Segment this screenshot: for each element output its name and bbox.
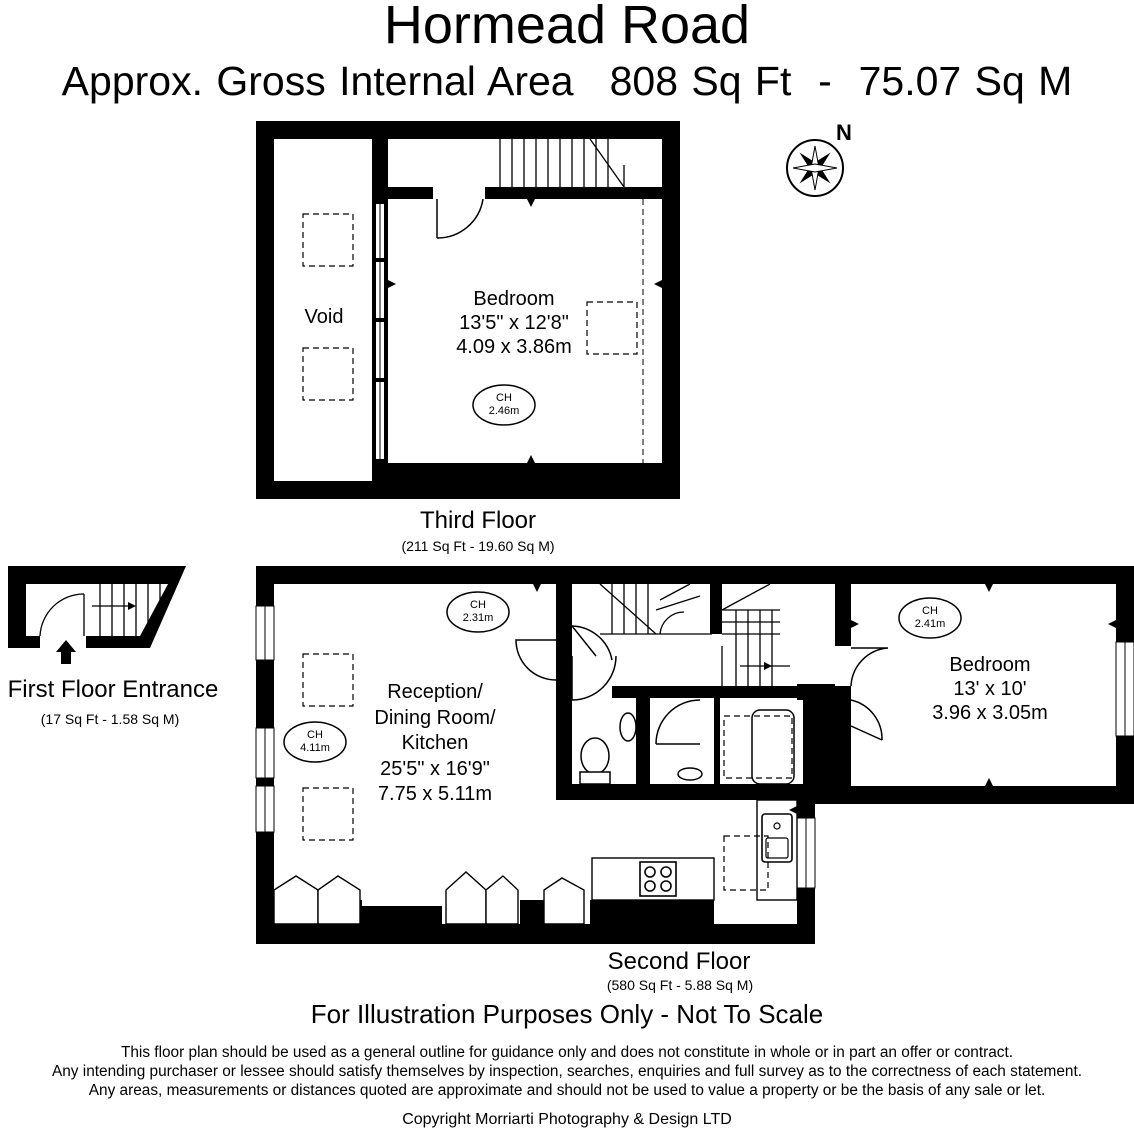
third-floor-bedroom-imperial: 13'5" x 12'8" — [459, 312, 569, 334]
third-floor-label: Third Floor — [419, 507, 537, 534]
third-floor-bedroom-name: Bedroom — [473, 288, 555, 310]
ceiling-height-prefix: CH — [470, 599, 486, 611]
copyright: Copyright Morriarti Photography & Design LTD — [402, 1111, 732, 1128]
compass-rose-icon — [787, 140, 843, 196]
toilet-icon — [581, 738, 609, 774]
second-floor-label: Second Floor — [607, 948, 751, 975]
second-floor-bedroom-name: Bedroom — [949, 654, 1031, 676]
entrance-arrow-icon — [56, 640, 76, 664]
first-floor-entrance-area: (17 Sq Ft - 1.58 Sq M) — [40, 711, 180, 727]
disclaimer-line-2: Any intending purchaser or lessee should satisfy themselves by inspection, searches, enquiries and full survey as to the correctness of each statement. — [51, 1063, 1082, 1080]
reception-metric: 7.75 x 5.11m — [377, 783, 493, 805]
first-floor-entrance-plan — [8, 566, 186, 664]
reception-imperial: 25'5" x 16'9" — [380, 757, 490, 780]
basin-icon — [620, 713, 636, 741]
compass-north-label: N — [836, 120, 852, 145]
ceiling-height-value: 2.46m — [488, 405, 520, 417]
first-floor-entrance-label: First Floor Entrance — [7, 676, 219, 703]
reception-ceiling-height-left — [285, 729, 345, 755]
ceiling-height-prefix: CH — [922, 605, 938, 617]
page-title: Hormead Road — [383, 0, 751, 55]
gross-area-sqm: 75.07 Sq M — [858, 58, 1073, 104]
second-floor-bedroom-metric: 3.96 x 3.05m — [932, 702, 1048, 724]
void-label: Void — [304, 306, 344, 328]
second-floor-bedroom-label — [890, 653, 1090, 725]
disclaimer-line-1: This floor plan should be used as a general outline for guidance only and does not constitute in whole or in part an offer or contract. — [120, 1044, 1014, 1061]
third-floor-area: (211 Sq Ft - 19.60 Sq M) — [401, 538, 555, 554]
reception-line-2: Dining Room/ — [374, 706, 496, 729]
reception-line-1: Reception/ — [387, 681, 483, 703]
gross-area-sqft: 808 Sq Ft — [609, 58, 792, 104]
reception-ceiling-height-top — [448, 599, 508, 625]
ceiling-height-prefix: CH — [496, 392, 512, 404]
bathtub-icon — [752, 710, 794, 784]
ceiling-height-value: 4.11m — [300, 742, 330, 754]
bedroom-ceiling-height — [900, 605, 960, 631]
disclaimer-line-3: Any areas, measurements or distances quoted are approximate and should not be used to value a property or be the basis of any sale or let. — [88, 1082, 1046, 1099]
third-floor-bedroom-metric: 4.09 x 3.86m — [456, 336, 572, 358]
ceiling-height-prefix: CH — [307, 729, 323, 741]
reception-line-3: Kitchen — [401, 732, 469, 754]
second-floor-bedroom-imperial: 13' x 10' — [953, 678, 1027, 700]
ceiling-height-value: 2.41m — [914, 618, 946, 630]
ceiling-height-value: 2.31m — [462, 612, 494, 624]
third-floor-ceiling-height — [474, 392, 534, 418]
third-floor-bedroom-label — [414, 287, 614, 359]
hob-icon — [640, 862, 676, 896]
sink-icon — [678, 768, 702, 780]
illustration-note: For Illustration Purposes Only - Not To Scale — [310, 999, 824, 1029]
gross-area-label: Approx. Gross Internal Area — [61, 58, 574, 104]
third-floor-bottom-wall — [388, 463, 662, 481]
gross-area-separator: - — [818, 58, 832, 104]
reception-label — [345, 680, 525, 808]
second-floor-area: (580 Sq Ft - 5.88 Sq M) — [606, 977, 754, 993]
